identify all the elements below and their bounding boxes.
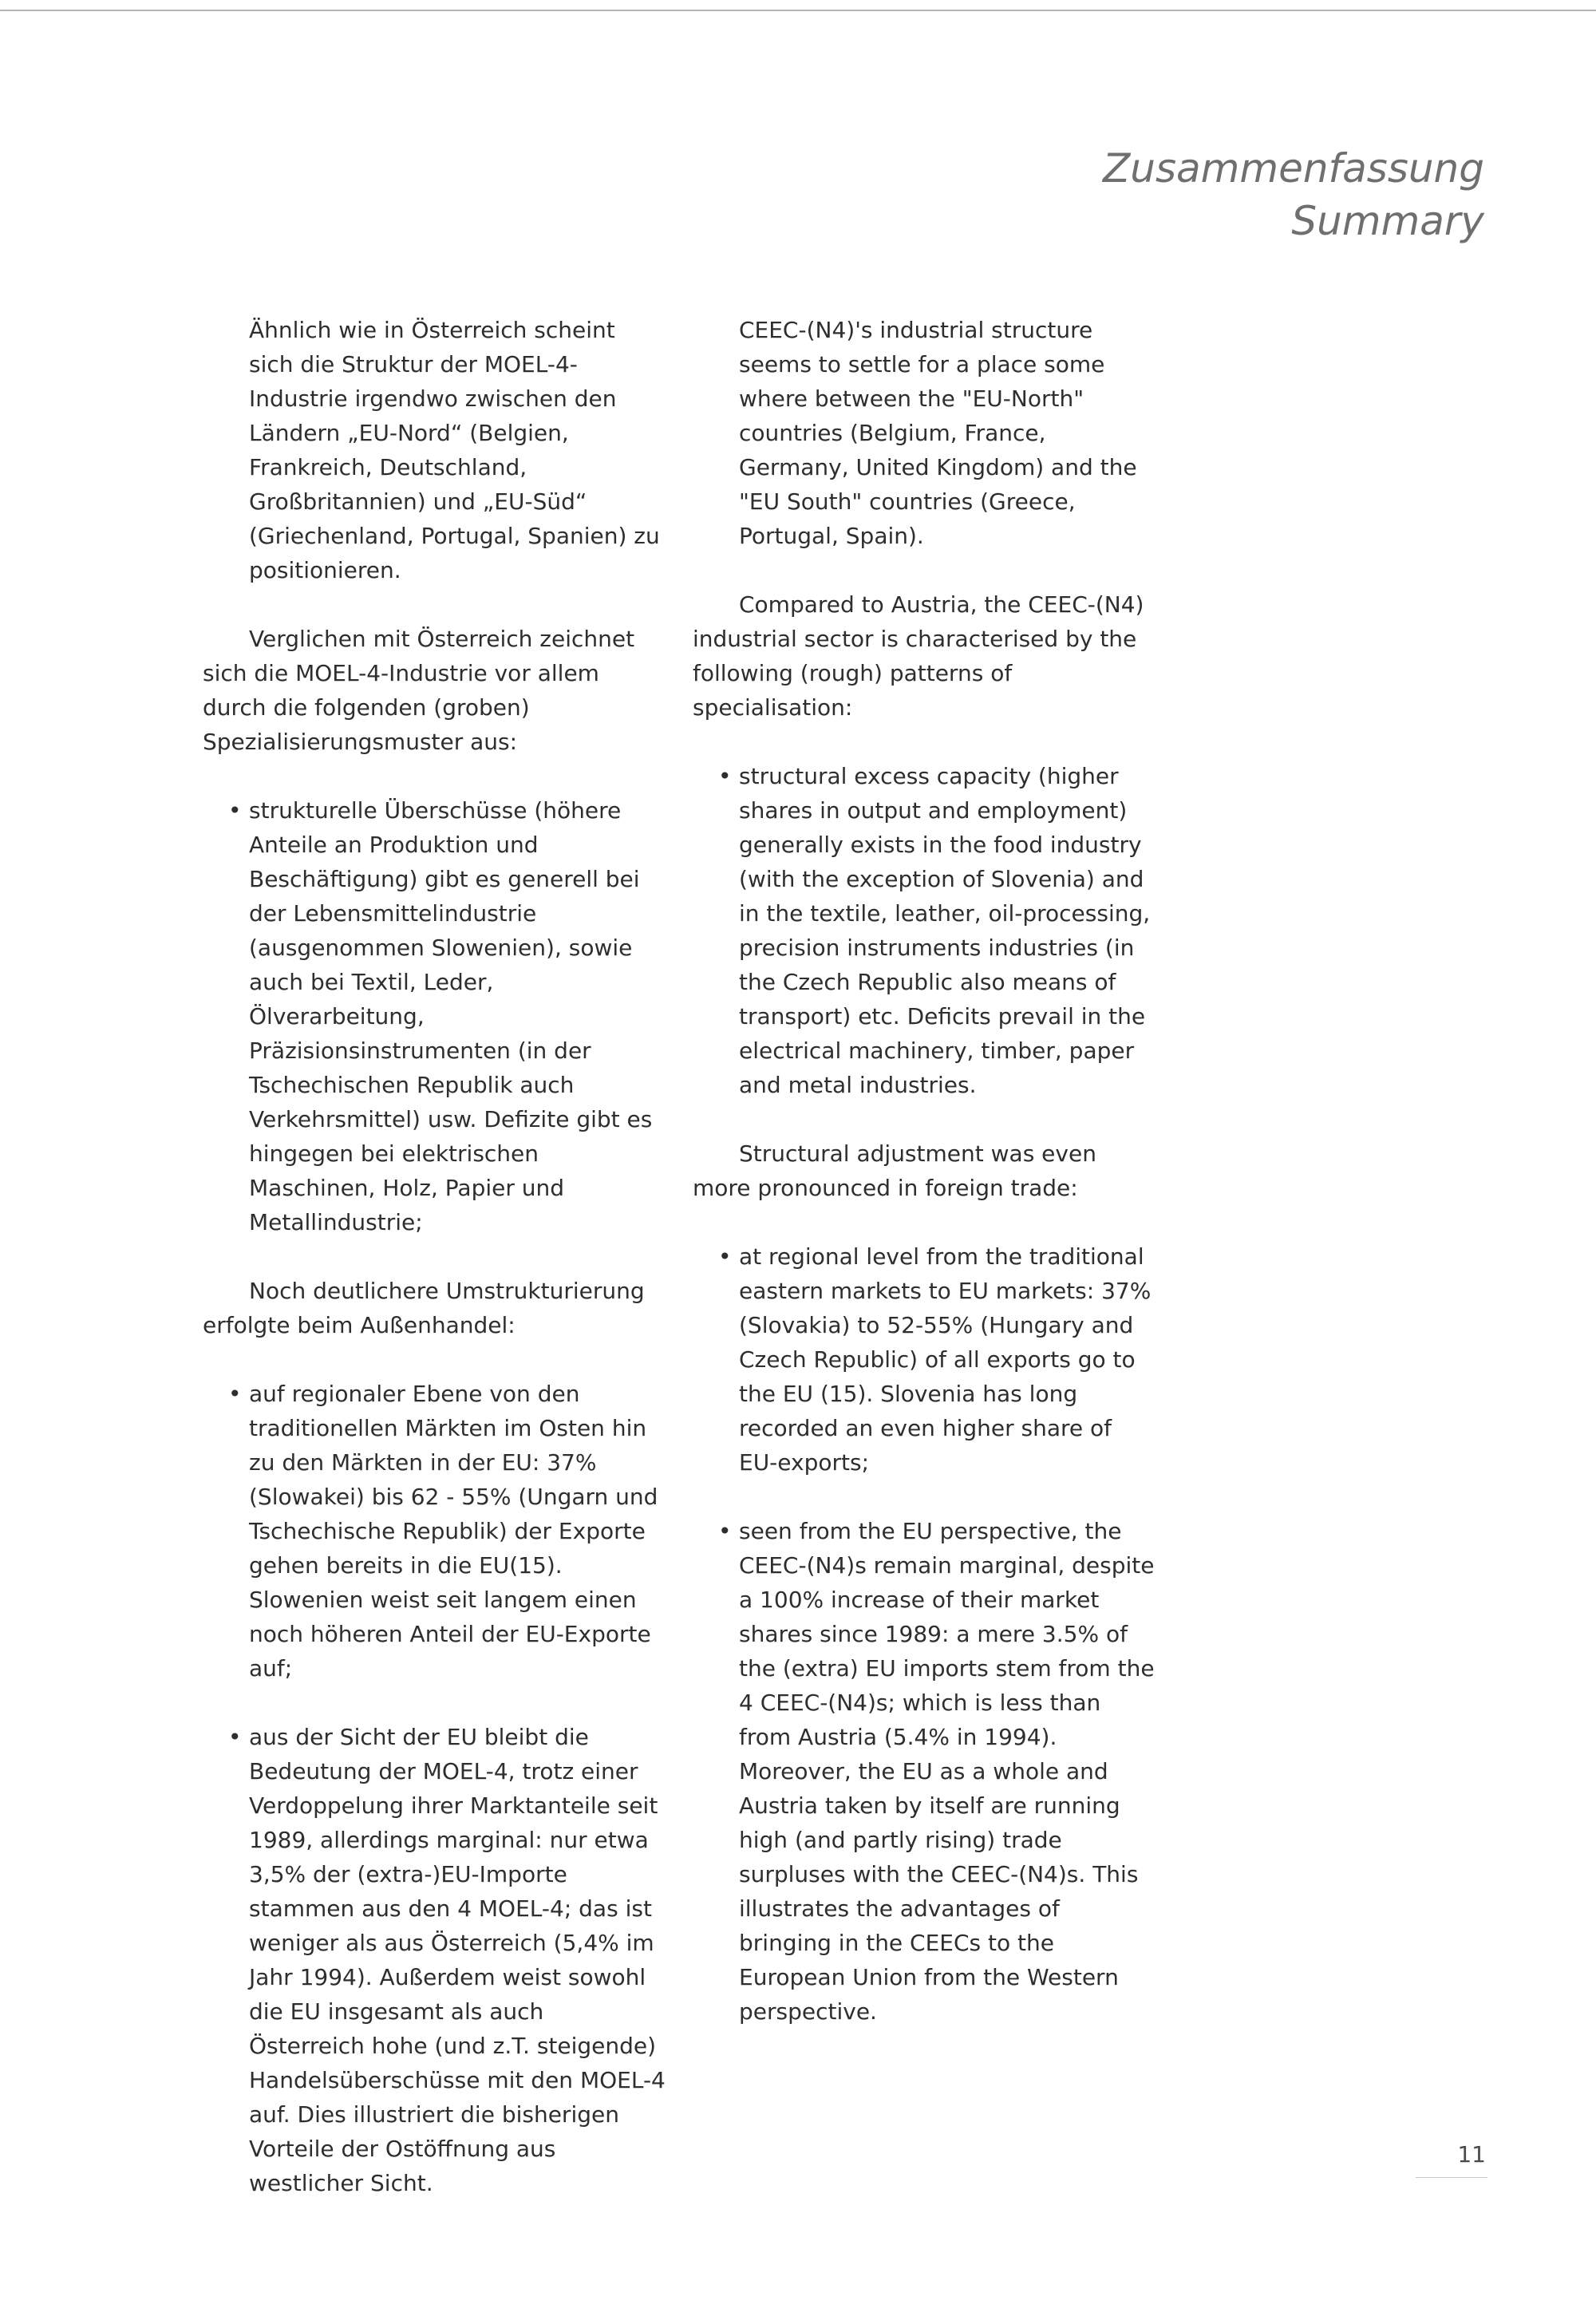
heading-english: Summary <box>1291 198 1484 244</box>
page-number-rule <box>1416 2177 1487 2178</box>
bullet-text: auf regionaler Ebene von den traditionellen Märkten im Osten hin zu den Märkten in der EU: 37% (Slowakei) bis 62 - 55% (Ungarn und Tschechische Republik) der Exporte gehen bereits in die EU(15). Slowenien weist seit langem einen noch höheren Anteil der EU-Exporte auf; <box>249 1381 658 1682</box>
bullet-icon: • <box>718 1243 732 1270</box>
german-column <box>203 313 666 2235</box>
german-bullet-list-2 <box>203 1377 666 2200</box>
bullet-icon: • <box>718 763 732 789</box>
english-intro-paragraph: CEEC-(N4)'s industrial structure seems to settle for a place some where between the "EU-North" countries (Belgium, France, Germany, United Kingdom) and the "EU South" countries (Greece, Portugal, Spain). <box>739 317 1137 549</box>
english-bullet-list-1 <box>693 759 1156 1102</box>
english-specialisation-paragraph: Compared to Austria, the CEEC-(N4) industrial sector is characterised by the following (rough) patterns of specialisation: <box>693 591 1144 721</box>
bullet-text: aus der Sicht der EU bleibt die Bedeutung der MOEL-4, trotz einer Verdoppelung ihrer Marktanteile seit 1989, allerdings marginal: nur etwa 3,5% der (extra-)EU-Importe stammen aus den 4 MOEL-4; das ist weniger als aus Österreich (5,4% im Jahr 1994). Außerdem weist sowohl die EU insgesamt als auch Österreich hohe (und z.T. steigende) Handelsüberschüsse mit den MOEL-4 auf. Dies illustriert die bisherigen Vorteile der Ostöffnung aus westlicher Sicht. <box>249 1724 666 2196</box>
german-bullet-structural-surplus <box>203 793 666 1239</box>
german-trade-paragraph: Noch deutlichere Umstrukturierung erfolgte beim Außenhandel: <box>203 1278 645 1338</box>
bullet-text: strukturelle Überschüsse (höhere Anteile an Produktion und Beschäftigung) gibt es generell bei der Lebensmittelindustrie (ausgenommen Slowenien), sowie auch bei Textil, Leder, Ölverarbeitung, Präzisionsinstrumenten (in der Tschechischen Republik auch Verkehrsmittel) usw. Defizite gibt es hingegen bei elektrischen Maschinen, Holz, Papier und Metallindustrie; <box>249 797 653 1235</box>
english-trade-paragraph: Structural adjustment was even more pronounced in foreign trade: <box>693 1140 1096 1201</box>
heading-german: Zusammenfassung <box>1103 145 1484 192</box>
page-number: 11 <box>1457 2141 1486 2168</box>
english-bullet-structural-excess <box>693 759 1156 1102</box>
bullet-text: structural excess capacity (higher shares in output and employment) generally exists in the food industry (with the exception of Slovenia) and in the textile, leather, oil-processing, precision instruments industries (in the Czech Republic also means of transport) etc. Deficits prevail in the electrical machinery, timber, paper and metal industries. <box>739 763 1151 1098</box>
german-specialisation-paragraph: Verglichen mit Österreich zeichnet sich die MOEL-4-Industrie vor allem durch die folgenden (groben) Spezialisierungsmuster aus: <box>203 626 635 755</box>
page-heading <box>1103 142 1484 247</box>
german-bullet-list-1 <box>203 793 666 1239</box>
english-bullet-list-2 <box>693 1239 1156 2029</box>
bullet-icon: • <box>718 1518 732 1544</box>
bullet-text: seen from the EU perspective, the CEEC-(N4)s remain marginal, despite a 100% increase of their market shares since 1989: a mere 3.5% of the (extra) EU imports stem from the 4 CEEC-(N4)s; which is less than from Austria (5.4% in 1994). Moreover, the EU as a whole and Austria taken by itself are running high (and partly rising) trade surpluses with the CEEC-(N4)s. This illustrates the advantages of bringing in the CEECs to the European Union from the Western perspective. <box>739 1518 1155 2025</box>
german-intro-paragraph: Ähnlich wie in Österreich scheint sich die Struktur der MOEL-4-Industrie irgendwo zwischen den Ländern „EU-Nord“ (Belgien, Frankreich, Deutschland, Großbritannien) und „EU-Süd“ (Griechenland, Portugal, Spanien) zu positionieren. <box>249 317 660 583</box>
english-bullet-regional-level <box>693 1239 1156 1480</box>
top-rule <box>0 10 1596 11</box>
german-bullet-eu-perspective <box>203 1720 666 2200</box>
german-bullet-regional-level <box>203 1377 666 1686</box>
bullet-icon: • <box>228 1381 242 1407</box>
bullet-icon: • <box>228 797 242 824</box>
english-column <box>693 313 1156 2063</box>
english-bullet-eu-perspective <box>693 1514 1156 2029</box>
bullet-icon: • <box>228 1724 242 1750</box>
bullet-text: at regional level from the traditional eastern markets to EU markets: 37% (Slovakia) to 52-55% (Hungary and Czech Republic) of all exports go to the EU (15). Slovenia has long recorded an even higher share of EU-exports; <box>739 1243 1152 1476</box>
